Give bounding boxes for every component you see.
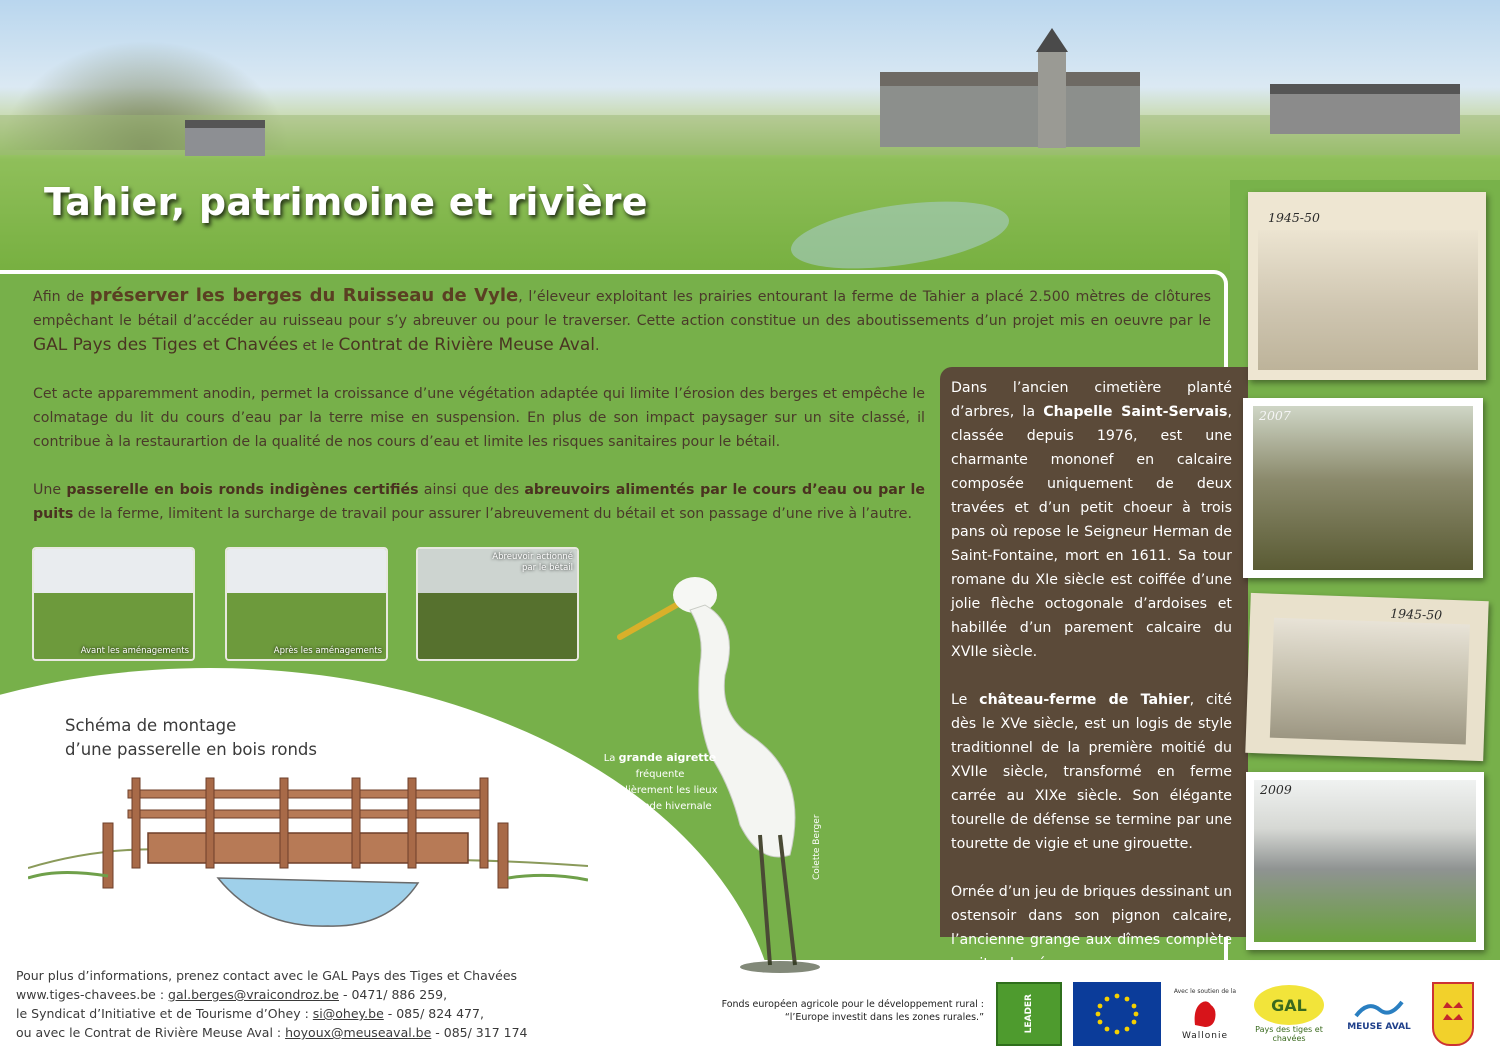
contact-footer [16,966,576,1042]
photo-year: 1945-50 [1268,210,1320,225]
photo-image [1254,780,1476,942]
photo-credit: Colette Berger [812,814,822,880]
email-link-gal[interactable]: gal.berges@vraicondroz.be [168,987,339,1002]
intro-paragraph [33,284,1211,358]
bridge-diagram [28,768,588,948]
intro-highlight: préserver les berges du Ruisseau de Vyle [89,285,519,306]
chapel-name: Chapelle Saint-Servais [1043,404,1228,420]
photo-chapel-1945 [1248,192,1486,380]
photo-image [1258,230,1478,370]
castle-name: château-ferme de Tahier [979,692,1190,708]
intro-text: et le [297,338,339,354]
egret-caption-line: fréquente [635,769,685,780]
crown-icon [1437,994,1469,1034]
photo-year: 1945-50 [1389,605,1443,623]
feader-line: Fonds européen agricole pour le développement rural : [721,999,984,1010]
chapel-text: , classée depuis 1976, est une charmante mononef en calcaire composée uniquement de deux travées et d’un petit choeur à trois pans où repose le Seigneur Herman de Saint-Fontaine, mort en 1611. Sa tour romane du XIe siècle est coiffée d’une jolie flèche octogonale d’ardoises et habillée d’un parement calcaire du XVIIe siècle. [951,404,1233,660]
contrat-riviere-name: Contrat de Rivière Meuse Aval [338,335,595,355]
gal-badge [1254,985,1324,1025]
egret-caption [590,750,730,815]
photo-year: 2007 [1259,408,1291,423]
farm-building [1270,84,1460,134]
para-text: ainsi que des [418,482,525,498]
photo-before [32,547,195,661]
para-bold: passerelle en bois ronds indigènes certifiés [66,482,419,498]
photo-year: 2009 [1260,782,1292,797]
caption-before: Avant les aménagements [80,646,189,656]
castle-tower [1038,50,1066,148]
egret-caption-line: en période hivernale [608,801,712,812]
footer-line [16,1023,576,1042]
photo-grass [418,593,577,659]
heritage-text [951,376,1232,1000]
intro-text: , l’éleveur exploitant les prairies entourant la ferme de Tahier a placé 2.500 mètres de clôtures empêchant le bétail d’accéder au ruisseau pour s’y abreuver ou pour le traverser. Cette action constitue un des aboutissements d’un projet mis en oeuvre par le [33,289,1211,329]
paragraph-passerelle [33,478,925,526]
egret-caption-prefix: La [603,753,619,764]
footer-line [16,985,576,1004]
footer-text: - 085/ 317 174 [431,1025,528,1040]
caption-trough [492,552,573,574]
page-title: Tahier, patrimoine et rivière [44,180,648,224]
photo-castle-1945 [1245,593,1488,761]
photo-castle-2009 [1246,772,1484,950]
eu-flag-logo [1073,982,1161,1046]
feader-statement [720,998,984,1024]
meuse-label: MEUSE AVAL [1347,1022,1411,1032]
house-roof [185,120,265,156]
gal-name: GAL Pays des Tiges et Chavées [33,335,298,355]
leader-label: LEADER [1024,994,1034,1034]
leader-logo [996,982,1062,1046]
footer-text: www.tiges-chavees.be : [16,987,169,1002]
grange-paragraph: Ornée d’un jeu de briques dessinant un ostensoir dans son pignon calcaire, l’ancienne grange aux dîmes complète ce site classé. [951,884,1232,972]
chapel-paragraph [951,376,1232,664]
castle-farm [880,72,1140,147]
email-link-meuse[interactable]: hoyoux@meuseaval.be [285,1025,432,1040]
para-text: Une [33,482,67,498]
photo-image [1270,618,1470,745]
ohey-coat-of-arms [1432,982,1474,1046]
para-text: de la ferme, limitent la surcharge de travail pour assurer l’abreuvement du bétail et son passage d’une rive à l’autre. [73,506,913,522]
castle-text: Le [951,692,980,708]
footer-line [16,1004,576,1023]
stream [787,190,1013,280]
photo-after [225,547,388,661]
castle-paragraph [951,688,1232,856]
para-bold: abreuvoirs alimentés par le cours d’eau ou par le puits [33,482,925,522]
wallonie-label: Wallonie [1181,1030,1229,1041]
eu-stars-icon [1087,989,1147,1039]
gal-sublabel: Pays des tiges et chavées [1255,1025,1323,1043]
egret-caption-line: régulièrement les lieux [602,785,718,796]
caption-after: Après les aménagements [273,646,382,656]
wave-icon [1354,996,1404,1022]
wallonie-support: Avec le soutien de la [1173,987,1237,995]
email-link-si[interactable]: si@ohey.be [312,1006,384,1021]
paragraph-vegetation: Cet acte apparemment anodin, permet la croissance d’une végétation adaptée qui limite l’érosion des berges et empêche le colmatage du lit du cours d’eau par la terre mise en suspension. En plus de son impact paysager sur un site classé, il contribue à la restaurartion de la qualité de nos cours d’eau et limite les risques sanitaires pour le bétail. [33,386,925,450]
schema-title [65,714,317,762]
wallonie-logo [1172,982,1238,1046]
gal-logo [1246,982,1332,1046]
footer-text: le Syndicat d’Initiative et de Tourisme d’Ohey : [16,1006,313,1021]
castle-text: , cité dès le XVe siècle, est un logis de style traditionnel de la première moitié du XVIIe siècle, transformé en ferme carrée au XIXe siècle. Son élégante tourelle de défense se termine par une tourette de vigie et une girouette. [951,692,1232,852]
schema-title-line2: d’une passerelle en bois ronds [65,740,317,759]
footer-line: Pour plus d’informations, prenez contact avec le GAL Pays des Tiges et Chavées [16,968,518,983]
footer-text: - 0471/ 886 259, [338,987,448,1002]
meuse-aval-logo [1346,982,1412,1046]
feader-line: “l’Europe investit dans les zones rurales.” [784,1012,984,1023]
photo-trough [416,547,579,661]
photo-sky [34,549,193,593]
intro-text: Afin de [33,289,90,305]
photo-chapel-2007 [1243,398,1483,578]
footer-text: - 085/ 824 477, [383,1006,484,1021]
schema-title-line1: Schéma de montage [65,716,237,735]
chapel-text: Dans l’ancien cimetière planté d’arbres, la [951,380,1232,420]
intro-text: . [595,338,600,354]
photo-image [1253,406,1473,570]
photo-sky [227,549,386,593]
egret-caption-name: grande aigrette [618,751,717,764]
caption-trough-line1: Abreuvoir actionné [492,552,573,562]
caption-trough-line2: par le bétail [522,563,573,573]
rooster-icon [1187,995,1223,1031]
footer-text: ou avec le Contrat de Rivière Meuse Aval : [16,1025,286,1040]
gal-label: GAL [1271,995,1307,1015]
